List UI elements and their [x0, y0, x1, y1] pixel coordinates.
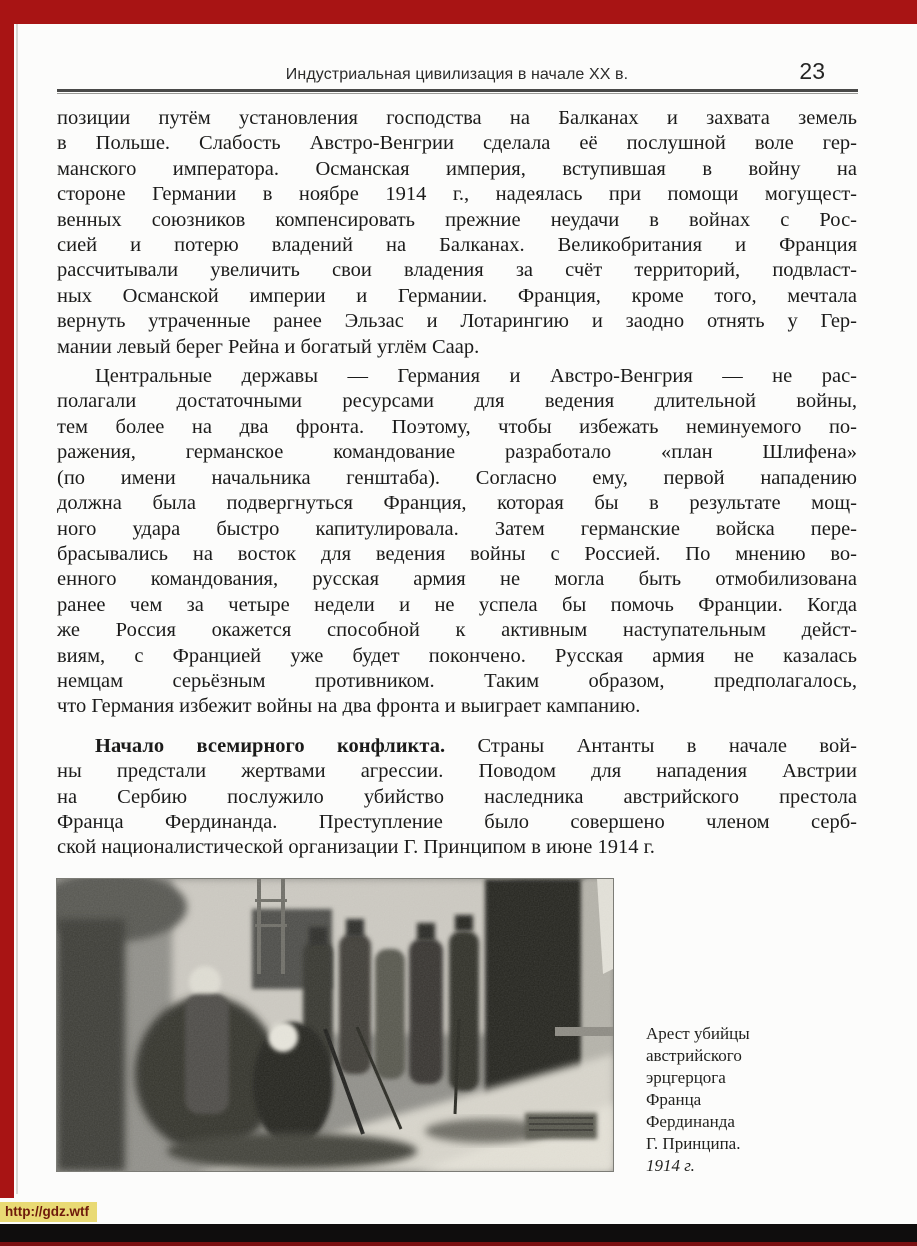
- text-line: позиции путём установления господства на Балканах и захвата земель: [57, 107, 857, 129]
- arrest-photograph: [57, 879, 613, 1171]
- page-number: 23: [799, 58, 825, 84]
- text-line: ны предстали жертвами агрессии. Поводом для нападения Австрии: [57, 760, 857, 783]
- caption-line: Франца: [646, 1090, 702, 1109]
- text-line: манского императора. Османская империя, вступившая в войну на: [57, 157, 857, 180]
- scan-border-bottom-red: [0, 1242, 917, 1246]
- text-line: Начало всемирного конфликта. Страны Антанты в начале вой-: [95, 734, 857, 757]
- text-line: сией и потерю владений на Балканах. Великобритания и Франция: [57, 234, 857, 257]
- text-line: венных союзников компенсировать прежние неудачи в войнах с Рос-: [57, 208, 857, 231]
- paragraph: [57, 734, 857, 861]
- photo-grain: [57, 879, 613, 1171]
- scan-border-left: [0, 0, 14, 1198]
- text-line: в Польше. Слабость Австро-Венгрии сделала её послушной воле гер-: [57, 132, 857, 155]
- text-line: немцам серьёзным противником. Таким образом, предполагалось,: [57, 669, 857, 692]
- text-line: мании левый берег Рейна и богатый углём Саар.: [57, 335, 480, 358]
- scan-border-bottom-black: [0, 1224, 917, 1242]
- body-text: [57, 106, 857, 861]
- header-rule: [57, 89, 858, 94]
- caption-line: австрийского: [646, 1046, 742, 1065]
- text-line: ранее чем за четыре недели и не успела бы помочь Франции. Когда: [57, 593, 857, 616]
- scan-border-top: [0, 0, 917, 24]
- text-line: брасывались на восток для ведения войны с Россией. По мнению во-: [57, 542, 857, 565]
- text-line: рассчитывали увеличить свои владения за счёт территорий, подвласт-: [57, 259, 857, 282]
- text-line: енного командования, русская армия не могла быть отмобилизована: [57, 568, 857, 591]
- text-line: ской националистической организации Г. Принципом в июне 1914 г.: [57, 836, 655, 859]
- text-line: виям, с Францией уже будет покончено. Русская армия не казалась: [57, 644, 857, 667]
- page-edge-shadow: [16, 24, 18, 1194]
- watermark-link[interactable]: http://gdz.wtf: [0, 1202, 97, 1222]
- caption-year: 1914 г.: [646, 1156, 695, 1175]
- paragraph: [57, 106, 857, 360]
- text-line: полагали достаточными ресурсами для ведения длительной войны,: [57, 390, 857, 413]
- caption-line: эрцгерцога: [646, 1068, 726, 1087]
- text-line: что Германия избежит войны на два фронта и выиграет кампанию.: [57, 695, 641, 718]
- section-lead-bold: Начало всемирного конфликта.: [95, 734, 446, 757]
- text-line: ных Османской империи и Германии. Франция, кроме того, мечтала: [57, 284, 857, 307]
- text-line: тем более на два фронта. Поэтому, чтобы избежать неминуемого по-: [57, 415, 857, 438]
- text-line: должна была подвергнуться Франция, которая бы в результате мощ-: [57, 492, 857, 515]
- running-header-title: Индустриальная цивилизация в начале XX в.: [285, 66, 629, 83]
- text-line: Франца Фердинанда. Преступление было совершено членом серб-: [57, 810, 857, 833]
- paragraph: [57, 364, 857, 720]
- photo-caption: [646, 1023, 826, 1177]
- text-line: вернуть утраченные ранее Эльзас и Лотарингию и заодно отнять у Гер-: [57, 310, 857, 333]
- text-line: Центральные державы — Германия и Австро-Венгрия — не рас-: [95, 365, 857, 388]
- caption-line: Г. Принципа.: [646, 1134, 741, 1153]
- text-line: (по имени начальника генштаба). Согласно ему, первой нападению: [57, 466, 857, 489]
- caption-line: Фердинанда: [646, 1112, 735, 1131]
- text-line: на Сербию послужило убийство наследника австрийского престола: [57, 785, 857, 808]
- caption-line: Арест убийцы: [646, 1024, 750, 1043]
- text-line: стороне Германии в ноябре 1914 г., надеялась при помощи могущест-: [57, 183, 857, 206]
- text-line: ражения, германское командование разработало «план Шлифена»: [57, 441, 857, 464]
- text-line: ного удара быстро капитулировала. Затем германские войска пере-: [57, 517, 857, 540]
- text-line: же Россия окажется способной к активным наступательным дейст-: [57, 619, 857, 642]
